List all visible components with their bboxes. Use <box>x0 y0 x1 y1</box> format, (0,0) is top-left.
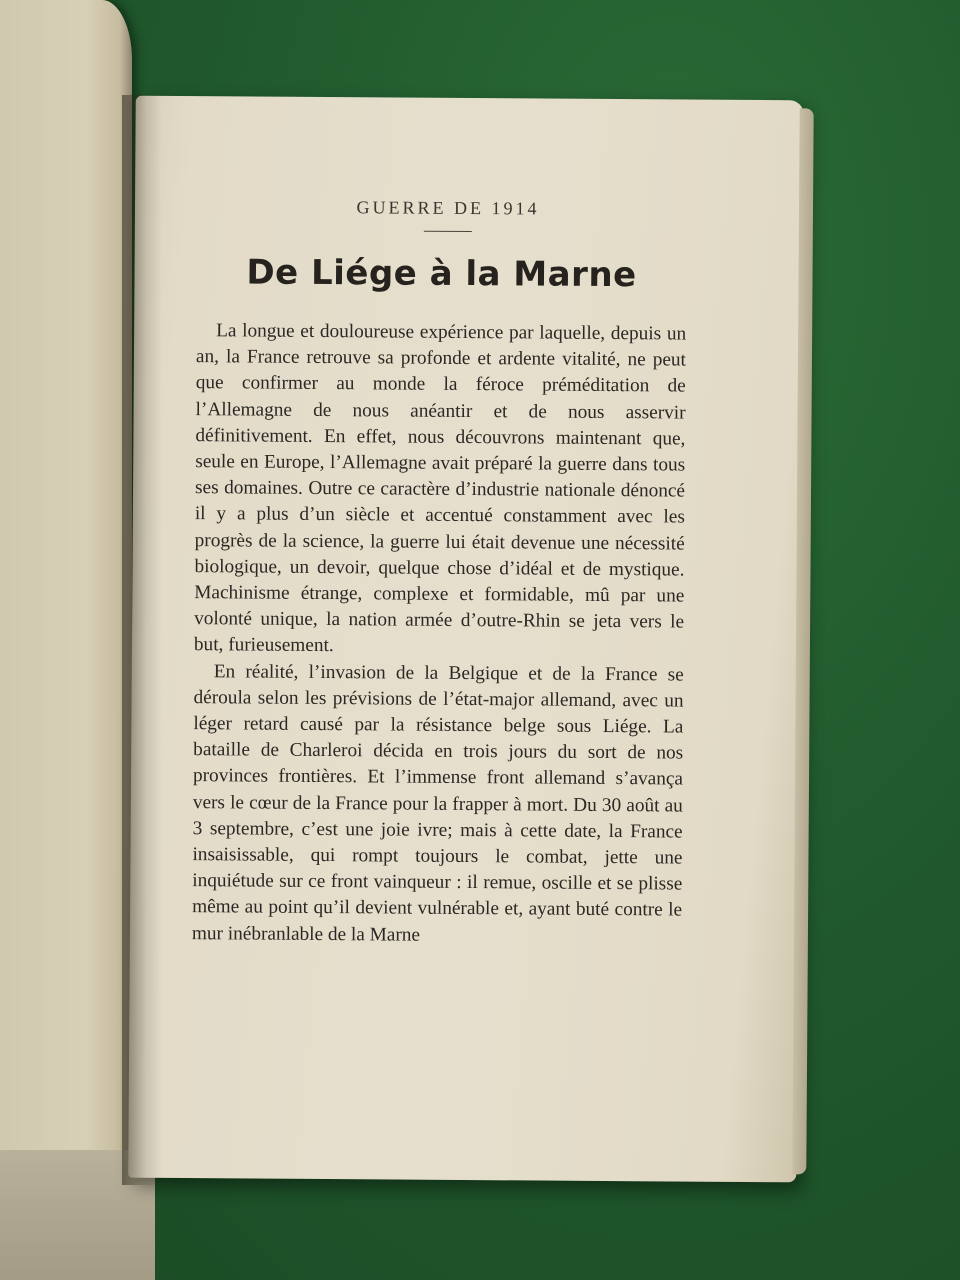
header-divider <box>424 231 472 232</box>
body-paragraph: La longue et douloureuse expérience par laquelle, depuis un an, la France retrouve sa profonde et ardente vitalité, ne peut que confirmer au monde la féroce préméditation de l’Allemagne de nous anéantir et de nous asservir définitivement. En effet, nous découvrons maintenant que, seule en Europe, l’Allemagne avait préparé la guerre dans tous ses domaines. Outre ce caractère d’industrie nationale dénoncé il y a plus d’un siècle et accentué constamment avec les progrès de la science, la guerre lui était devenue une nécessité biologique, un devoir, quelque chose d’idéal et de mystique. Machinisme étrange, complexe et formidable, mû par une volonté unique, la nation armée d’outre-Rhin se jeta vers le but, furieusement. <box>193 320 687 657</box>
book-page <box>128 96 804 1183</box>
chapter-title: De Liége à la Marne <box>246 252 637 296</box>
page-text-block <box>192 196 687 950</box>
body-paragraph: En réalité, l’invasion de la Belgique et de la France se déroula selon les prévisions de l’état-major allemand, avec un léger retard causé par la résistance belge sous Liége. La bataille de Charleroi décida en trois jours du sort de nos provinces frontières. Et l’immense front allemand s’avança vers le cœur de la France pour la frapper à mort. Du 30 août au 3 septembre, c’est une joie ivre; mais à cette date, la France insaisissable, qui rompt toujours le combat, jette une inquiétude sur ce front vainqueur : il remue, oscille et se plisse même au point qu’il devient vulnérable et, ayant buté contre le mur inébranlable de la Marne <box>191 660 684 946</box>
running-head: GUERRE DE 1914 <box>356 197 540 219</box>
book-gutter-shadow <box>122 95 162 1185</box>
left-page <box>0 0 132 1280</box>
